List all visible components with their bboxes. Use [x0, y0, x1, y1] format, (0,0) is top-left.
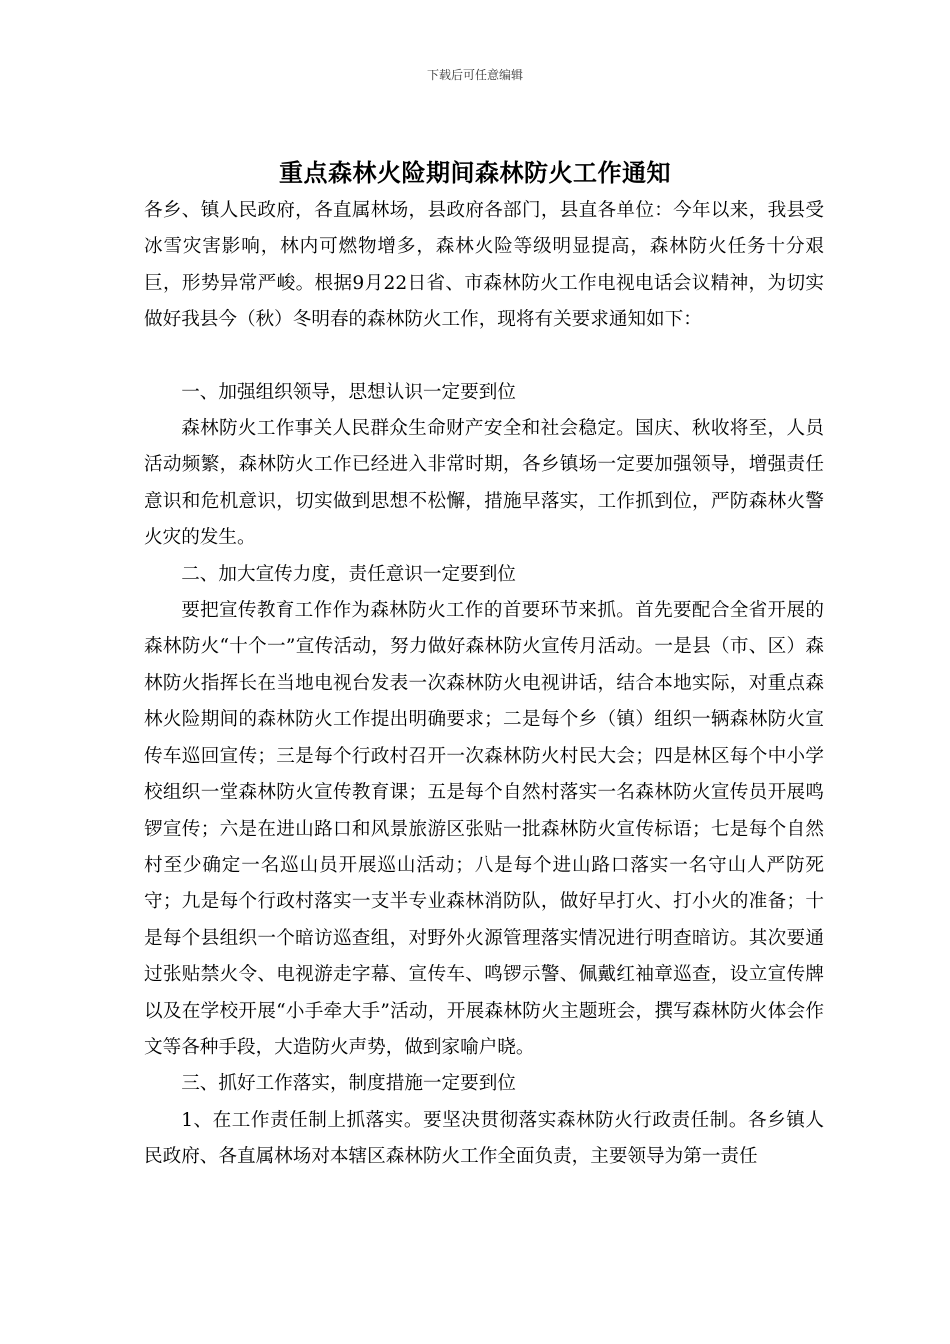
section-paragraph-1: 森林防火工作事关人民群众生命财产安全和社会稳定。国庆、秋收将至，人员活动频繁，森林防火工作已经进入非常时期，各乡镇场一定要加强领导，增强责任意识和危机意识，切实做到思想不松懈，措施早落实，工作抓到位，严防森林火警火灾的发生。	[144, 418, 824, 549]
page-header: 下载后可任意编辑	[426, 68, 523, 82]
section-paragraph-3: 1、在工作责任制上抓落实。要坚决贯彻落实森林防火行政责任制。各乡镇人民政府、各直属林场对本辖区森林防火工作全面负责，主要领导为第一责任	[144, 1109, 824, 1168]
section-heading-2: 二、加大宣传力度，责任意识一定要到位	[181, 563, 516, 585]
section-paragraph-2: 要把宣传教育工作作为森林防火工作的首要环节来抓。首先要配合全省开展的森林防火“十个一”宣传活动，努力做好森林防火宣传月活动。一是县（市、区）森林防火指挥长在当地电视台发表一次森林防火电视讲话，结合本地实际，对重点森林火险期间的森林防火工作提出明确要求；二是每个乡（镇）组织一辆森林防火宣传车巡回宣传；三是每个行政村召开一次森林防火村民大会；四是林区每个中小学校组织一堂森林防火宣传教育课；五是每个自然村落实一名森林防火宣传员开展鸣锣宣传；六是在进山路口和风景旅游区张贴一批森林防火宣传标语；七是每个自然村至少确定一名巡山员开展巡山活动；八是每个进山路口落实一名守山人严防死守；九是每个行政村落实一支半专业森林消防队，做好早打火、打小火的准备；十是每个县组织一个暗访巡查组，对野外火源管理落实情况进行明查暗访。其次要通过张贴禁火令、电视游走字幕、宣传车、鸣锣示警、佩戴红袖章巡查，设立宣传牌以及在学校开展“小手牵大手”活动，开展森林防火主题班会，撰写森林防火体会作文等各种手段，大造防火声势，做到家喻户晓。	[144, 600, 824, 1058]
document-body	[144, 193, 824, 1176]
opening-paragraph: 各乡、镇人民政府，各直属林场，县政府各部门，县直各单位：今年以来，我县受冰雪灾害影响，林内可燃物增多，森林火险等级明显提高，森林防火任务十分艰巨，形势异常严峻。根据9月22日省、市森林防火工作电视电话会议精神，为切实做好我县今（秋）冬明春的森林防火工作，现将有关要求通知如下：	[144, 200, 824, 331]
section-heading-3: 三、抓好工作落实，制度措施一定要到位	[181, 1073, 516, 1095]
section-heading-1: 一、加强组织领导，思想认识一定要到位	[181, 381, 516, 403]
document-title: 重点森林火险期间森林防火工作通知	[279, 158, 671, 187]
